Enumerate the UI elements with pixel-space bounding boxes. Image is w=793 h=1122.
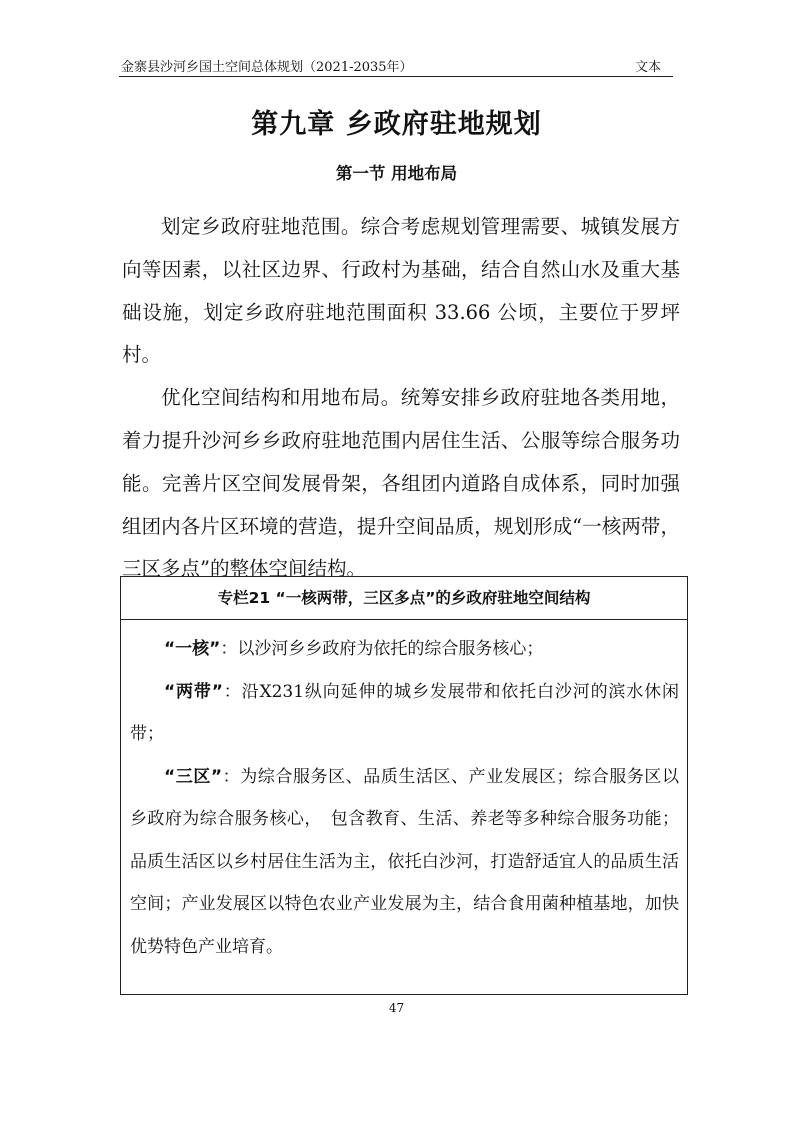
page-number: 47	[388, 1001, 405, 1015]
document-title: 金寨县沙河乡国土空间总体规划（2021-2035年）	[121, 60, 413, 75]
column-box-body	[121, 620, 687, 968]
column-box-title: 专栏21 “一核两带，三区多点”的乡政府驻地空间结构	[121, 577, 687, 620]
column-item-belts	[130, 671, 679, 756]
paragraph-boundary: 划定乡政府驻地范围。综合考虑规划管理需要、城镇发展方向等因素，以社区边界、行政村为基础，结合自然山水及重大基础设施，划定乡政府驻地范围面积 33.66 公顷，主要位于罗坪村。	[122, 215, 680, 367]
section-title: 第一节 用地布局	[335, 164, 458, 183]
column-box	[120, 576, 688, 995]
column-item-text: ：以沙河乡乡政府为依托的综合服务核心；	[220, 639, 544, 659]
column-item-text: ：沿X231纵向延伸的城乡发展带和依托白沙河的滨水休闲带；	[130, 681, 679, 744]
chapter-title: 第九章 乡政府驻地规划	[251, 109, 542, 140]
column-item-label: “两带”	[164, 681, 223, 702]
column-item-core	[130, 628, 679, 671]
page-header	[119, 54, 673, 77]
column-item-zones	[130, 756, 679, 969]
column-item-label: “三区”	[164, 766, 223, 787]
column-item-label: “一核”	[164, 639, 221, 659]
document-type-label: 文本	[634, 60, 661, 75]
column-item-text: ：为综合服务区、品质生活区、产业发展区；综合服务区以乡政府为综合服务核心， 包含教育、生活、养老等多种综合服务功能；品质生活区以乡村居住生活为主，依托白沙河，打造舒适宜人的品质生活空间；产业发展区以特色农业产业发展为主，结合食用菌种植基地，加快优势特色产业培育。	[130, 766, 679, 957]
paragraph-layout: 优化空间结构和用地布局。统筹安排乡政府驻地各类用地，着力提升沙河乡乡政府驻地范围内居住生活、公服等综合服务功能。完善片区空间发展骨架，各组团内道路自成体系，同时加强组团内各片区环境的营造，提升空间品质，规划形成“一核两带，三区多点”的整体空间结构。	[122, 386, 680, 581]
body-text	[122, 206, 680, 591]
